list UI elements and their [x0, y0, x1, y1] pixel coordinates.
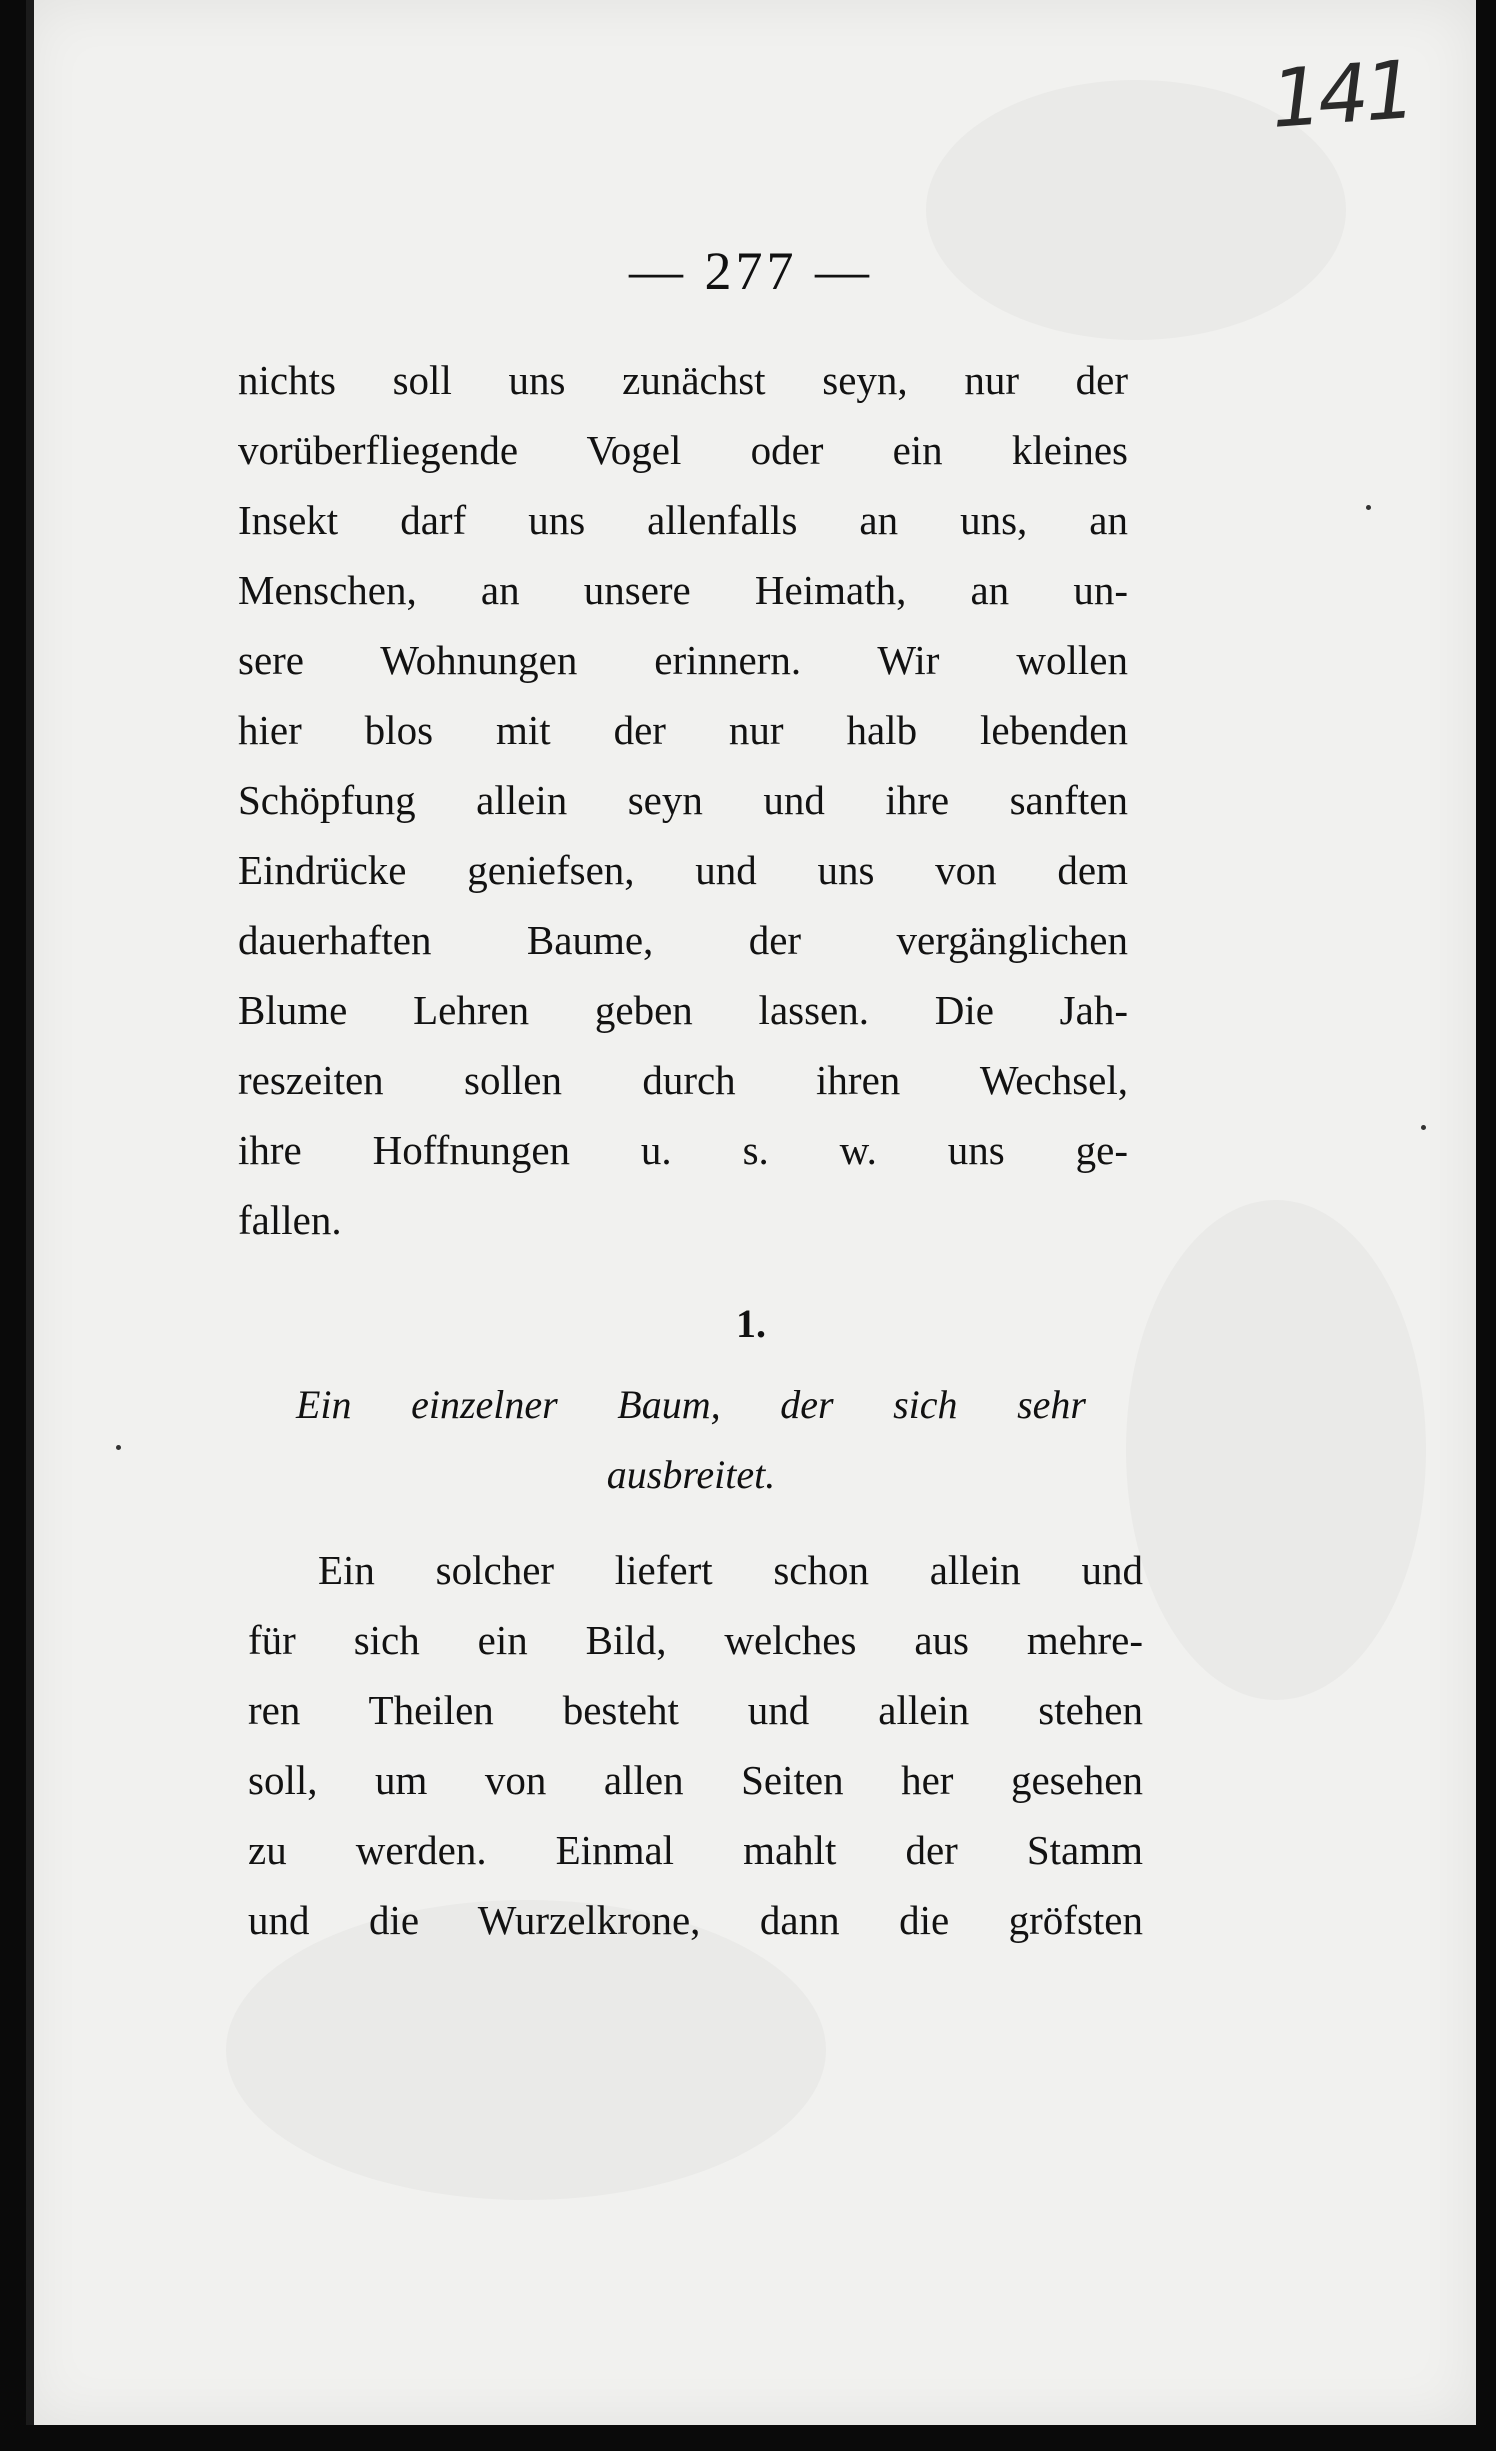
section-heading-line: ausbreitet.: [606, 1452, 776, 1497]
page-number: — 277 —: [629, 241, 873, 301]
text-line: sere Wohnungen erinnern. Wir wollen: [238, 637, 1128, 683]
text-line: zu werden. Einmal mahlt der Stamm: [248, 1827, 1143, 1873]
text-line: und die Wurzelkrone, dann die gröfsten: [248, 1897, 1143, 1943]
text-line: soll, um von allen Seiten her gesehen: [248, 1757, 1143, 1803]
text-line: Ein solcher liefert schon allein und: [318, 1547, 1143, 1593]
paper-stain: [1126, 1200, 1426, 1700]
paragraph-one: [238, 345, 1128, 1255]
section-heading-line: Ein einzelner Baum, der sich sehr: [296, 1382, 1086, 1427]
page-gutter-edge: [26, 0, 34, 2425]
handwritten-folio-number: 141: [1268, 43, 1416, 146]
text-line: Schöpfung allein seyn und ihre sanften: [238, 777, 1128, 823]
ink-speck: [116, 1445, 121, 1450]
section-number: 1.: [736, 1301, 766, 1346]
text-line: fallen.: [238, 1197, 342, 1243]
text-line: Eindrücke geniefsen, und uns von dem: [238, 847, 1128, 893]
text-line: ren Theilen besteht und allein stehen: [248, 1687, 1143, 1733]
text-line: ihre Hoffnungen u. s. w. uns ge-: [238, 1127, 1128, 1173]
section-heading: [296, 1370, 1086, 1510]
text-line: Menschen, an unsere Heimath, an un-: [238, 567, 1128, 613]
text-line: hier blos mit der nur halb lebenden: [238, 707, 1128, 753]
ink-speck: [1421, 1125, 1426, 1130]
text-line: Insekt darf uns allenfalls an uns, an: [238, 497, 1128, 543]
text-line: dauerhaften Baume, der vergänglichen: [238, 917, 1128, 963]
text-line: für sich ein Bild, welches aus mehre-: [248, 1617, 1143, 1663]
text-line: Blume Lehren geben lassen. Die Jah-: [238, 987, 1128, 1033]
text-line: nichts soll uns zunächst seyn, nur der: [238, 357, 1128, 403]
paragraph-two: [248, 1535, 1143, 1955]
text-line: vorüberfliegende Vogel oder ein kleines: [238, 427, 1128, 473]
ink-speck: [1366, 505, 1371, 510]
book-page: [26, 0, 1476, 2425]
text-line: reszeiten sollen durch ihren Wechsel,: [238, 1057, 1128, 1103]
